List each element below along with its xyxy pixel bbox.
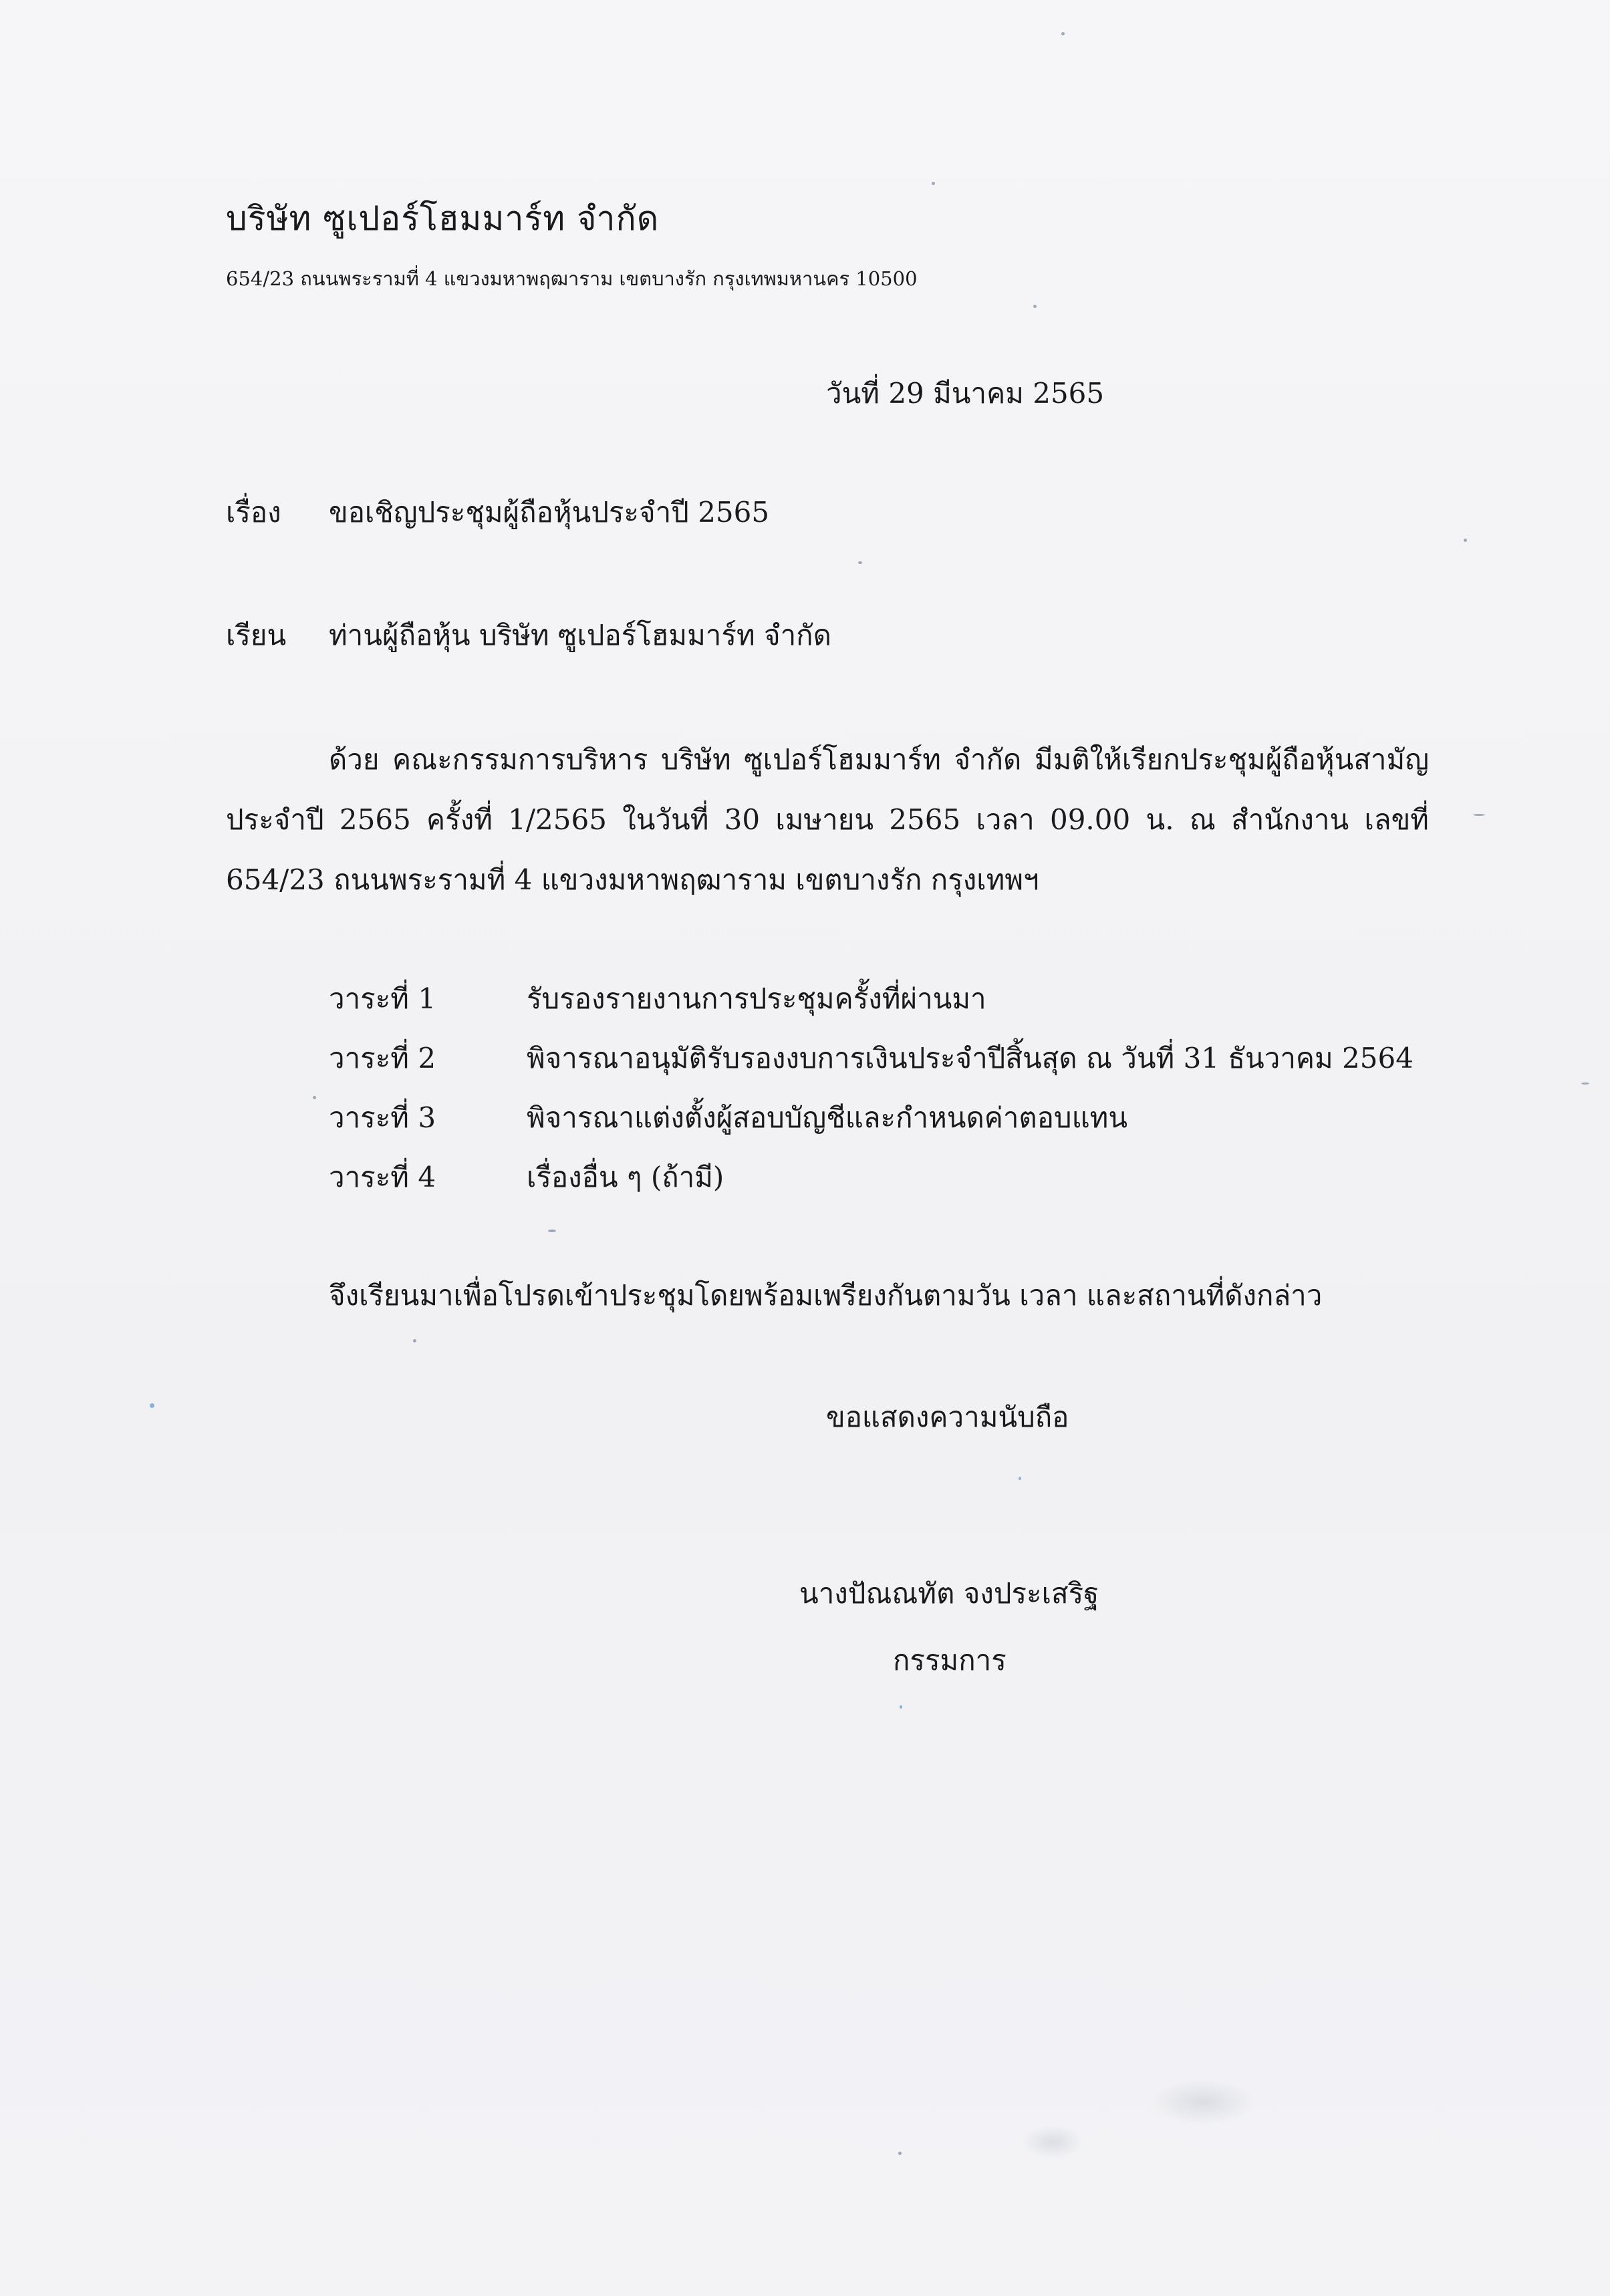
letter-date: วันที่ 29 มีนาคม 2565 xyxy=(826,377,1105,410)
scan-smudge xyxy=(1150,2078,1256,2125)
agenda-item xyxy=(329,969,1492,1028)
company-name: บริษัท ซูเปอร์โฮมมาร์ท จำกัด xyxy=(226,199,660,238)
scan-speck xyxy=(858,561,862,564)
scan-smudge xyxy=(1023,2125,1083,2158)
agenda-item-label: วาระที่ 4 xyxy=(329,1160,436,1193)
scan-speck xyxy=(413,1339,416,1342)
scan-speck xyxy=(313,1096,316,1099)
signer-name: นางปัณณทัต จงประเสริฐ xyxy=(799,1577,1099,1610)
scan-speck xyxy=(898,2152,902,2155)
subject-text: ขอเชิญประชุมผู้ถือหุ้นประจำปี 2565 xyxy=(329,496,770,529)
scan-speck xyxy=(1033,305,1037,308)
scan-speck xyxy=(1473,814,1485,816)
agenda-item xyxy=(329,1147,1492,1207)
agenda-item-text: เรื่องอื่น ๆ (ถ้ามี) xyxy=(527,1160,724,1193)
closing-paragraph: จึงเรียนมาเพื่อโปรดเข้าประชุมโดยพร้อมเพรียงกันตามวัน เวลา และสถานที่ดังกล่าว xyxy=(329,1279,1323,1312)
scan-speck xyxy=(150,1403,154,1408)
signer-title: กรรมการ xyxy=(893,1644,1007,1677)
recipient-label: เรียน xyxy=(226,619,287,652)
agenda-item-label: วาระที่ 3 xyxy=(329,1101,436,1134)
scan-speck xyxy=(900,1705,902,1709)
company-address: 654/23 ถนนพระรามที่ 4 แขวงมหาพฤฒาราม เขตบางรัก กรุงเทพมหานคร 10500 xyxy=(226,267,918,290)
agenda-item-text: รับรองรายงานการประชุมครั้งที่ผ่านมา xyxy=(527,982,986,1015)
scan-speck xyxy=(1019,1477,1021,1480)
agenda-item-label: วาระที่ 1 xyxy=(329,982,436,1015)
agenda-item-text: พิจารณาอนุมัติรับรองงบการเงินประจำปีสิ้นสุด ณ วันที่ 31 ธันวาคม 2564 xyxy=(527,1041,1414,1074)
agenda-item xyxy=(329,1088,1492,1147)
agenda-item-text: พิจารณาแต่งตั้งผู้สอบบัญชีและกำหนดค่าตอบแทน xyxy=(527,1101,1128,1134)
agenda-item-label: วาระที่ 2 xyxy=(329,1041,436,1074)
scan-speck xyxy=(1464,539,1467,542)
scan-speck xyxy=(1061,32,1065,35)
agenda-item xyxy=(329,1028,1492,1088)
body-paragraph: ด้วย คณะกรรมการบริหาร บริษัท ซูเปอร์โฮมมาร์ท จำกัด มีมติให้เรียกประชุมผู้ถือหุ้นสามัญประจำปี 2565 ครั้งที่ 1/2565 ในวันที่ 30 เมษายน 2565 เวลา 09.00 น. ณ สำนักงาน เลขที่ 654/23 ถนนพระรามที่ 4 แขวงมหาพฤฒาราม เขตบางรัก กรุงเทพฯ xyxy=(226,743,1429,896)
scan-speck xyxy=(1581,1083,1589,1085)
scan-speck xyxy=(932,182,935,185)
subject-label: เรื่อง xyxy=(226,496,281,529)
regards-line: ขอแสดงความนับถือ xyxy=(826,1401,1069,1433)
recipient-text: ท่านผู้ถือหุ้น บริษัท ซูเปอร์โฮมมาร์ท จำกัด xyxy=(329,619,831,652)
agenda-list xyxy=(329,969,1492,1207)
scan-speck xyxy=(548,1230,556,1232)
